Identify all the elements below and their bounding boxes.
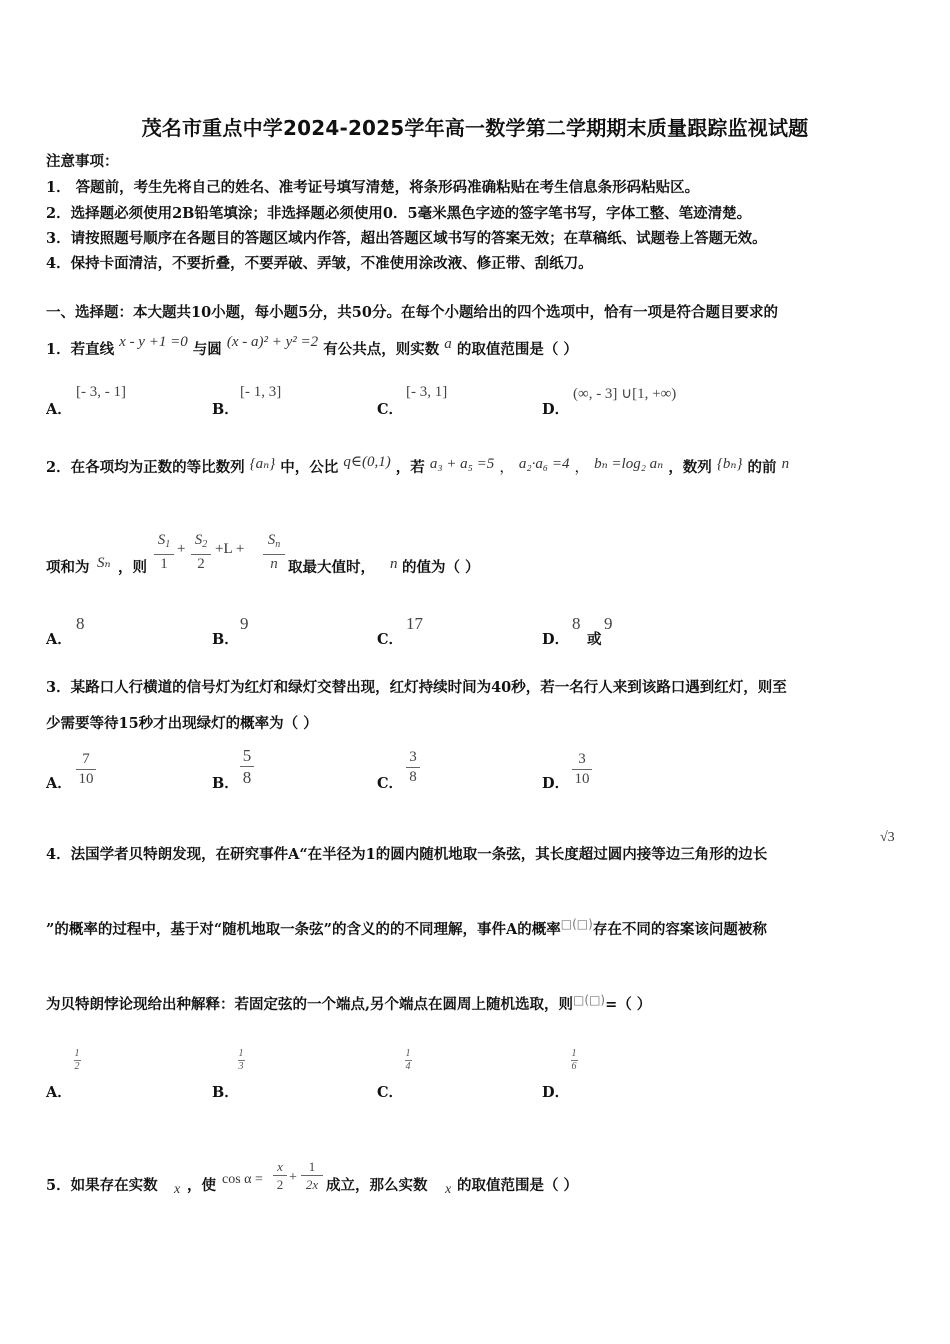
q4-probability-glyph: □(□) (560, 917, 593, 931)
q3-option-a-fraction (76, 751, 96, 788)
q2-line2-c: 取最大值时， (288, 559, 375, 576)
q5-t1: ，使 (187, 1177, 216, 1194)
q3-option-b-label[interactable]: B． (212, 775, 239, 792)
q3-option-d-den: 10 (574, 771, 590, 787)
q3-option-c-fraction (406, 749, 420, 786)
q4-option-a-fraction (72, 1049, 82, 1072)
q2-sum-fraction-2: $S_2$ 2 (191, 532, 211, 573)
question-4-line-2 (46, 918, 767, 939)
question-2-line-1: 2．在各项均为正数的等比数列 {aₙ} 中，公比 q∈(0,1) ，若 a₃ + a₅ =5 ， a₂·a₆ =4 ， bₙ =log₂ aₙ ，数列 {bₙ} 的前 n (46, 454, 790, 476)
q4-line2-tail: 存在不同的容案该问题被称 (592, 921, 767, 938)
q1-option-a-label[interactable]: A． (46, 401, 72, 418)
q5-t2: 成立，那么实数 (326, 1177, 428, 1194)
section-heading: 一、选择题：本大题共10小题，每小题5分，共50分。在每个小题给出的四个选项中，恰有一项是符合题目要求的 (46, 304, 778, 321)
q4-option-b-fraction (236, 1049, 246, 1072)
q2-n: n (781, 456, 790, 472)
q4-line2: ”的概率的过程中，基于对“随机地取一条弦”的含义的的不同理解，事件A的概率 (46, 921, 561, 938)
q2-eq-3: bₙ =log₂ aₙ (594, 456, 664, 472)
q1-prefix: 1．若直线 (46, 341, 115, 358)
q3-option-d-num: 3 (578, 751, 586, 767)
notice-item-1: 1． 答题前，考生先将自己的姓名、准考证号填写清楚，将条形码准确粘贴在考生信息条形码粘贴区。 (46, 179, 700, 196)
q3-option-a-den: 10 (78, 771, 94, 787)
q2-option-b-value: 9 (240, 614, 249, 633)
q1-tail: 有公共点，则实数 (323, 341, 440, 358)
q4-line3-tail: =（ ） (605, 996, 652, 1013)
q2-eq-2: a₂·a₆ =4 (518, 456, 570, 472)
q5-f2-den: 2x (305, 1177, 319, 1192)
q2-n-2: n (390, 556, 398, 572)
q5-fraction-2 (301, 1159, 323, 1192)
q4-option-c-num: 1 (405, 1048, 411, 1059)
q4-line3: 为贝特朗悖论现给出种解释：若固定弦的一个端点,另个端点在圆周上随机选取，则 (46, 996, 574, 1013)
q2-t2: ，若 (395, 459, 425, 476)
q3-option-c-label[interactable]: C． (377, 775, 404, 792)
q4-sqrt3: √3 (880, 830, 895, 845)
q2-option-a-label[interactable]: A． (46, 631, 72, 648)
q5-variable-2: x (445, 1182, 452, 1197)
q1-option-d-label[interactable]: D． (542, 401, 570, 418)
q1-option-d-value: (∞, - 3] ∪[1, +∞) (573, 386, 677, 402)
q1-mid: 与圆 (192, 341, 222, 358)
q4-option-c-fraction (403, 1049, 413, 1072)
q3-option-b-num: 5 (242, 746, 252, 765)
q2-sum-fraction-n: $S_n$ n (263, 532, 285, 573)
q2-line2-a: 项和为 (46, 559, 90, 576)
q3-option-b-den: 8 (242, 768, 252, 787)
q5-f1-den: 2 (276, 1177, 284, 1192)
q4-option-d-label[interactable]: D． (542, 1084, 570, 1101)
q3-option-a-num: 7 (82, 751, 90, 767)
q1-circle-equation: (x - a)² + y² =2 (226, 334, 319, 350)
q2-plus-1: + (177, 541, 186, 557)
question-4-line-3 (46, 993, 651, 1014)
q4-option-b-den: 3 (238, 1061, 244, 1072)
q5-f2-num: 1 (308, 1159, 316, 1174)
q2-option-c-label[interactable]: C． (377, 631, 404, 648)
page-title: 茂名市重点中学2024-2025学年高一数学第二学期期末质量跟踪监视试题 (141, 116, 809, 140)
q3-option-c-den: 8 (409, 769, 417, 785)
q5-prefix: 5．如果存在实数 (46, 1177, 158, 1194)
notice-item-3: 3．请按照题号顺序在各题目的答题区域内作答，超出答题区域书写的答案无效；在草稿纸、试题卷上答题无效。 (46, 230, 767, 247)
notice-heading: 注意事项： (46, 153, 119, 170)
notice-item-4: 4．保持卡面清洁，不要折叠，不要弄破、弄皱，不准使用涂改液、修正带、刮纸刀。 (46, 255, 593, 272)
q1-variable: a (444, 336, 452, 352)
q1-option-a-value: [- 3, - 1] (76, 384, 126, 400)
q2-sequence-a: {aₙ} (249, 456, 276, 472)
question-1 (46, 334, 578, 359)
q2-t3: ，数列 (668, 459, 712, 476)
q2-option-d-value-2: 9 (604, 614, 613, 633)
q4-option-a-label[interactable]: A． (46, 1084, 72, 1101)
question-3-line-1: 3．某路口人行横道的信号灯为红灯和绿灯交替出现，红灯持续时间为40秒，若一名行人来到该路口遇到红灯，则至 (46, 679, 787, 696)
q2-prefix: 2．在各项均为正数的等比数列 (46, 459, 245, 476)
q5-f1-num: x (277, 1159, 283, 1174)
q3-option-b-fraction (240, 746, 254, 787)
q2-option-d-value: 8 (572, 614, 581, 633)
q3-option-c-num: 3 (409, 749, 417, 765)
q1-end: 的取值范围是（ ） (456, 341, 578, 358)
q5-cos: cos α = (222, 1172, 263, 1187)
q4-option-b-label[interactable]: B． (212, 1084, 239, 1101)
q1-option-b-label[interactable]: B． (212, 401, 239, 418)
q4-option-d-num: 1 (571, 1048, 577, 1059)
q2-option-d-label[interactable]: D． (542, 631, 570, 648)
q4-option-d-fraction (569, 1049, 579, 1072)
q1-option-c-value: [- 3, 1] (406, 384, 448, 400)
notice-item-2: 2．选择题必须使用2B铅笔填涂；非选择题必须使用0．5毫米黑色字迹的签字笔书写，字体工整、笔迹清楚。 (46, 205, 752, 222)
q5-fraction-1 (273, 1159, 287, 1192)
q4-probability-glyph-2: □(□) (573, 993, 606, 1007)
question-3-line-2: 少需要等待15秒才出现绿灯的概率为（ ） (46, 715, 318, 732)
q2-ratio-range: q∈(0,1) (343, 454, 391, 470)
q2-option-b-label[interactable]: B． (212, 631, 239, 648)
q2-sequence-b: {bₙ} (716, 456, 743, 472)
q2-eq-1: a₃ + a₅ =5 (429, 456, 495, 472)
q2-t4: 的前 (747, 459, 777, 476)
q2-option-a-value: 8 (76, 614, 85, 633)
q4-option-c-label[interactable]: C． (377, 1084, 404, 1101)
q1-option-b-value: [- 1, 3] (240, 384, 282, 400)
q1-line-equation: x - y +1 =0 (119, 334, 188, 350)
q2-line2-b: ，则 (118, 559, 147, 576)
q2-option-d-or: 或 (587, 631, 602, 648)
q2-option-c-value: 17 (406, 614, 423, 633)
q1-option-c-label[interactable]: C． (377, 401, 404, 418)
q2-plus-l: +L + (215, 541, 245, 557)
q2-sum-fraction-1: $S_1$ 1 (154, 532, 174, 573)
q2-line2-d: 的值为（ ） (402, 559, 480, 576)
q5-plus: + (289, 1170, 297, 1185)
q3-option-d-label[interactable]: D． (542, 775, 570, 792)
q2-t1: 中，公比 (280, 459, 339, 476)
question-4-line-1: 4．法国学者贝特朗发现，在研究事件A“在半径为1的圆内随机地取一条弦，其长度超过圆内接等边三角形的边长 (46, 846, 768, 863)
q4-option-d-den: 6 (571, 1061, 577, 1072)
q5-t3: 的取值范围是（ ） (457, 1177, 579, 1194)
question-2-line-2 (46, 556, 90, 577)
q5-variable: x (174, 1182, 181, 1197)
q4-option-a-num: 1 (74, 1048, 80, 1059)
q2-sum-sn: Sₙ (97, 555, 111, 571)
q4-option-b-num: 1 (238, 1048, 244, 1059)
q3-option-d-fraction (572, 751, 592, 788)
q4-option-c-den: 4 (405, 1061, 411, 1072)
q3-option-a-label[interactable]: A． (46, 775, 72, 792)
q4-option-a-den: 2 (74, 1061, 80, 1072)
